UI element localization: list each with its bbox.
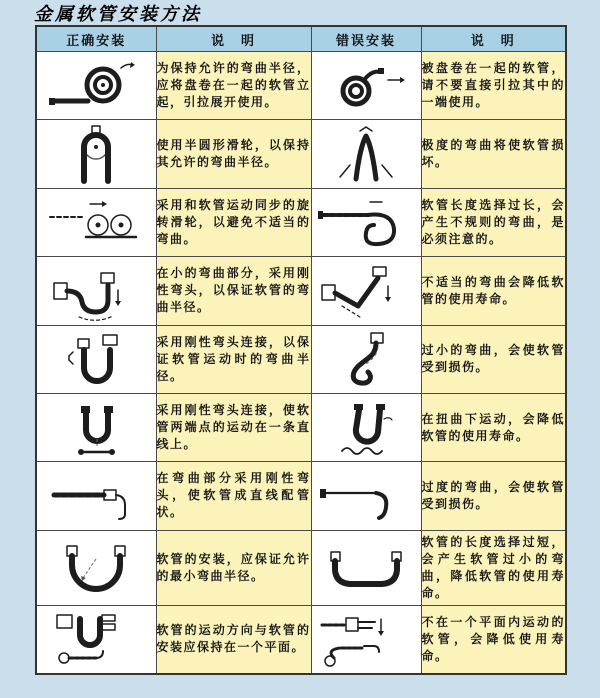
hose-extreme-bend-icon xyxy=(316,123,416,185)
header-description-correct: 说 明 xyxy=(156,26,311,52)
table-row xyxy=(36,530,566,605)
hose-rigid-elbow-u-icon xyxy=(41,328,151,390)
hose-synchronous-rollers-illustration xyxy=(36,188,156,256)
correct-description: 软管的安装，应保证允许的最小弯曲半径。 xyxy=(156,530,311,605)
installation-methods-table xyxy=(35,25,567,675)
hose-coil-pulled-icon xyxy=(316,55,416,117)
hose-u-endpoints-inline-illustration xyxy=(36,393,156,461)
correct-description: 在小的弯曲部分，采用刚性弯头，以保证软管的弯曲半径。 xyxy=(156,257,311,325)
hose-hook-small-bend-illustration xyxy=(311,325,421,393)
hose-min-bend-radius-u-illustration xyxy=(36,530,156,605)
header-row xyxy=(36,26,566,52)
correct-description: 在弯曲部分采用刚性弯头，使软管成直线配管状。 xyxy=(156,462,311,530)
hose-rigid-elbow-small-bend-icon xyxy=(41,260,151,322)
table-row xyxy=(36,52,566,120)
hose-over-semicircular-pulley-illustration xyxy=(36,120,156,188)
hose-min-bend-radius-u-icon xyxy=(41,537,151,599)
hose-non-planar-motion-icon xyxy=(316,608,416,670)
wrong-description: 在扭曲下运动，会降低软管的使用寿命。 xyxy=(421,393,566,461)
hose-rigid-elbow-u-illustration xyxy=(36,325,156,393)
hose-coiled-standing-icon xyxy=(41,55,151,117)
hose-straight-with-elbow-icon xyxy=(41,465,151,527)
wrong-description: 不适当的弯曲会降低软管的使用寿命。 xyxy=(421,257,566,325)
wrong-description: 不在一个平面内运动的软管，会降低使用寿命。 xyxy=(421,605,566,674)
wrong-description: 被盘卷在一起的软管，请不要直接引拉其中的一端使用。 xyxy=(421,52,566,120)
hose-improper-bend-illustration xyxy=(311,257,421,325)
hose-synchronous-rollers-icon xyxy=(41,191,151,253)
wrong-description: 过度的弯曲，会使软管受到损伤。 xyxy=(421,462,566,530)
hose-over-semicircular-pulley-icon xyxy=(41,123,151,185)
correct-description: 采用刚性弯头连接，使软管两端点的运动在一条直线上。 xyxy=(156,393,311,461)
header-correct-installation: 正确安装 xyxy=(36,26,156,52)
table-row xyxy=(36,120,566,188)
table-row xyxy=(36,257,566,325)
header-description-wrong: 说 明 xyxy=(421,26,566,52)
hose-too-short-icon xyxy=(316,537,416,599)
hose-coiled-standing-illustration xyxy=(36,52,156,120)
correct-description: 为保持允许的弯曲半径，应将盘卷在一起的软管立起，引拉展开使用。 xyxy=(156,52,311,120)
hose-u-endpoints-inline-icon xyxy=(41,397,151,459)
wrong-description: 过小的弯曲，会使软管受到损伤。 xyxy=(421,325,566,393)
hose-improper-bend-icon xyxy=(316,260,416,322)
table-row xyxy=(36,605,566,674)
table-row xyxy=(36,393,566,461)
table-body xyxy=(36,52,566,675)
hose-planar-motion-illustration xyxy=(36,605,156,674)
hose-too-long-loop-illustration xyxy=(311,188,421,256)
hose-overbent-end-illustration xyxy=(311,462,421,530)
hose-too-short-illustration xyxy=(311,530,421,605)
hose-extreme-bend-illustration xyxy=(311,120,421,188)
table-row xyxy=(36,462,566,530)
page-title: 金属软管安装方法 xyxy=(34,4,202,24)
wrong-description: 软管的长度选择过短，会产生软管过小的弯曲，降低软管的使用寿命。 xyxy=(421,530,566,605)
hose-rigid-elbow-small-bend-illustration xyxy=(36,257,156,325)
hose-straight-with-elbow-illustration xyxy=(36,462,156,530)
table-row xyxy=(36,325,566,393)
wrong-description: 极度的弯曲将使软管损坏。 xyxy=(421,120,566,188)
hose-too-long-loop-icon xyxy=(316,191,416,253)
correct-description: 使用半圆形滑轮，以保持其允许的弯曲半径。 xyxy=(156,120,311,188)
hose-non-planar-motion-illustration xyxy=(311,605,421,674)
hose-overbent-end-icon xyxy=(316,465,416,527)
hose-twisted-motion-illustration xyxy=(311,393,421,461)
correct-description: 采用和软管运动同步的旋转滑轮，以避免不适当的弯曲。 xyxy=(156,188,311,256)
hose-hook-small-bend-icon xyxy=(316,328,416,390)
hose-twisted-motion-icon xyxy=(316,397,416,459)
correct-description: 软管的运动方向与软管的安装应保持在一个平面。 xyxy=(156,605,311,674)
table-row xyxy=(36,188,566,256)
hose-coil-pulled-illustration xyxy=(311,52,421,120)
correct-description: 采用刚性弯头连接，以保证软管运动时的弯曲半径。 xyxy=(156,325,311,393)
wrong-description: 软管长度选择过长，会产生不规则的弯曲，是必须注意的。 xyxy=(421,188,566,256)
header-wrong-installation: 错误安装 xyxy=(311,26,421,52)
hose-planar-motion-icon xyxy=(41,608,151,670)
